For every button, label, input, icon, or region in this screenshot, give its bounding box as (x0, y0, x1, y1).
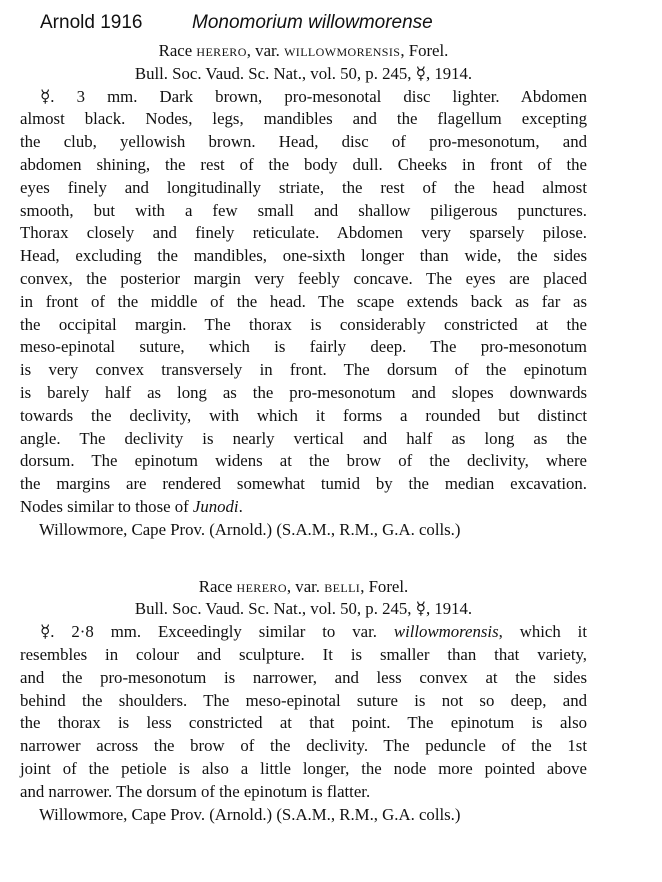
body-line: narrower across the brow of the declivity. The peduncle of the 1st (20, 736, 587, 756)
body-line: Head, excluding the mandibles, one-sixth longer than wide, the sides (20, 246, 587, 266)
race-heading: Race herero, var. willowmorensis, Forel. (158, 41, 449, 60)
section-gap (20, 542, 587, 576)
body-line: towards the declivity, with which it forms a rounded but distinct (20, 405, 587, 425)
body-line: is barely half as long as the pro-mesonotum and slopes downwards (20, 382, 587, 402)
body-line: the club, yellowish brown. Head, disc of pro-mesonotum, and (20, 132, 587, 152)
variety-reference: willowmorensis (393, 622, 499, 642)
author-year: Arnold 1916 (40, 12, 143, 33)
race-name: herero (196, 41, 247, 60)
body-line: almost black. Nodes, legs, mandibles and the flagellum excepting (20, 109, 587, 129)
body-line: convex, the posterior margin very feebly concave. The eyes are placed (20, 268, 587, 288)
section-belli (20, 576, 587, 827)
body-line: the thorax is less constricted at that point. The epinotum is also (20, 713, 587, 733)
locality-line: Willowmore, Cape Prov. (Arnold.) (S.A.M., R.M., G.A. colls.) (39, 519, 461, 539)
body-line: behind the shoulders. The meso-epinotal suture is not so deep, and (20, 690, 587, 710)
body-line: angle. The declivity is nearly vertical and half as long as the (20, 428, 587, 448)
body-line: abdomen shining, the rest of the body dull. Cheeks in front of the (20, 154, 587, 174)
species-name: Monomorium willowmorense (192, 12, 433, 33)
document-page (20, 40, 587, 826)
citation: Bull. Soc. Vaud. Sc. Nat., vol. 50, p. 245, ☿, 1914. (134, 599, 473, 619)
body-line: the margins are rendered somewhat tumid by the median excavation. (20, 474, 587, 494)
body-line: in front of the middle of the head. The scape extends back as far as (20, 291, 587, 311)
page-header (40, 12, 433, 34)
body-last-line: and narrower. The dorsum of the epinotum is flatter. (20, 781, 371, 801)
body-first-line: ☿. 2·8 mm. Exceedingly similar to var. willowmorensis, which it (40, 622, 588, 642)
body-line: meso-epinotal suture, which is fairly deep. The pro-mesonotum (20, 337, 587, 357)
race-heading: Race herero, var. belli, Forel. (198, 576, 409, 596)
citation: Bull. Soc. Vaud. Sc. Nat., vol. 50, p. 245, ☿, 1914. (134, 63, 473, 83)
body-line: is very convex transversely in front. The dorsum of the epinotum (20, 360, 587, 380)
body-line: and the pro-mesonotum is narrower, and less convex at the sides (20, 667, 587, 687)
body-line: the occipital margin. The thorax is considerably constricted at the (20, 314, 587, 334)
locality-line: Willowmore, Cape Prov. (Arnold.) (S.A.M., R.M., G.A. colls.) (39, 804, 461, 824)
body-line: Thorax closely and finely reticulate. Abdomen very sparsely pilose. (20, 223, 587, 243)
variety-name: belli (324, 576, 361, 596)
section-willowmorensis (20, 40, 587, 542)
body-line: dorsum. The epinotum widens at the brow of the declivity, where (20, 451, 587, 471)
body-line: resembles in colour and sculpture. It is smaller than that variety, (20, 644, 587, 664)
body-last-line: Nodes similar to those of Junodi. (20, 496, 243, 516)
race-name: herero (236, 576, 287, 596)
variety-name: willowmorensis (284, 41, 401, 60)
body-line: eyes finely and longitudinally striate, the rest of the head almost (20, 177, 587, 197)
body-line: smooth, but with a few small and shallow piligerous punctures. (20, 200, 587, 220)
body-line: ☿. 3 mm. Dark brown, pro-mesonotal disc lighter. Abdomen (40, 86, 587, 106)
species-reference: Junodi (192, 496, 239, 516)
body-line: joint of the petiole is also a little longer, the node more pointed above (20, 758, 587, 778)
